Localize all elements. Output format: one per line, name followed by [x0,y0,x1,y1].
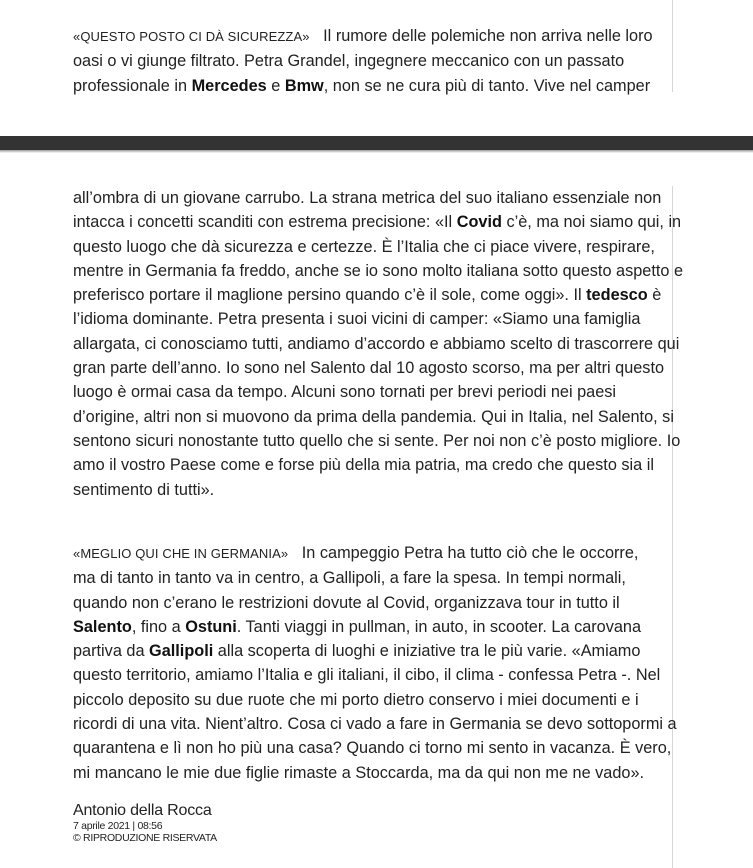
text-line: questo territorio, amiamo l’Italia e gli italiani, il cibo, il clima - confessa Petra -. Nel [73,666,661,685]
text-line: preferisco portare il maglione persino quando c’è il sole, come oggi». Il tedesco è [73,286,662,305]
section-kicker: «MEGLIO QUI CHE IN GERMANIA» [73,546,289,561]
text-line: luogo è ormai casa da tempo. Alcuni sono tornati per brevi periodi nei paesi [73,383,617,402]
text-line: questo luogo che dà sicurezza e certezze. È l’Italia che ci piace vivere, respirare, [73,237,655,256]
text-line: ricordi di una vita. Nient’altro. Cosa ci vado a fare in Germania se devo sottopormi a [73,715,677,734]
text-line: l’idioma dominante. Petra presenta i suoi vicini di camper: «Siamo una famiglia [73,310,641,329]
bold-term: Covid [456,213,502,232]
text-line: gran parte dell’anno. Io sono nel Salento dal 10 agosto scorso, ma per altri questo [73,359,665,378]
bold-term: Salento [73,617,132,636]
text-line: quarantena e lì non ho più una casa? Quando ci torno mi sento in vacanza. È vero, [73,739,672,758]
text-line: «MEGLIO QUI CHE IN GERMANIA» In campeggio Petra ha tutto ciò che le occorre, [73,544,639,562]
page-divider-bar [0,136,753,150]
text-line: «QUESTO POSTO CI DÀ SICUREZZA» Il rumore delle polemiche non arriva nelle loro [73,27,653,45]
copyright-notice: © RIPRODUZIONE RISERVATA [73,832,217,844]
bold-term: Ostuni [185,617,237,636]
text-line: oasi o vi giunge filtrato. Petra Grandel, ingegnere meccanico con un passato [73,52,625,71]
bold-term: Mercedes [191,76,267,95]
text-line: piccolo deposito su due ruote che mi porto dietro conservo i miei documenti e i [73,690,639,709]
paragraph-body [73,186,684,502]
section-kicker: «QUESTO POSTO CI DÀ SICUREZZA» [73,29,310,44]
text-line: allargata, ci conosciamo tutti, andiamo d’accordo e abbiamo scelto di trascorrere qui [73,334,680,353]
paragraph-intro [73,24,673,98]
text-line: mi mancano le mie due figlie rimaste a Stoccarda, ma da qui non me ne vado». [73,763,645,782]
text-line: intacca i concetti scanditi con estrema precisione: «Il Covid c’è, ma noi siamo qui, in [73,213,682,232]
paragraph-section-3 [73,541,677,785]
bold-term: Bmw [284,76,324,95]
text-line: ma di tanto in tanto va in centro, a Gallipoli, a fare la spesa. In tempi normali, [73,569,626,588]
text-line: quando non c’erano le restrizioni dovute al Covid, organizzava tour in tutto il [73,593,620,612]
publish-date: 7 aprile 2021 | 08:56 [73,820,163,832]
text-line: d’origine, altri non si muovono da prima della pandemia. Qui in Italia, nel Salento, si [73,407,674,426]
text-line: sentono sicuri nonostante tutto quello che si sente. Per noi non c’è posto migliore. Io [73,431,681,450]
text-line: mentre in Germania fa freddo, anche se io sono molto italiana sotto questo aspetto e [73,261,684,280]
text-line: Salento, fino a Ostuni. Tanti viaggi in pullman, in auto, in scooter. La carovana [73,617,642,636]
page-divider-shadow [0,150,753,153]
text-line: partiva da Gallipoli alla scoperta di luoghi e iniziative tra le più varie. «Amiamo [73,642,641,661]
bold-term: Gallipoli [149,642,214,661]
text-line: professionale in Mercedes e Bmw, non se ne cura più di tanto. Vive nel camper [73,76,651,95]
author-name: Antonio della Rocca [73,802,212,819]
bold-term: tedesco [586,286,648,305]
text-line: all’ombra di un giovane carrubo. La strana metrica del suo italiano essenziale non [73,189,662,207]
text-line: amo il vostro Paese come e forse più della mia patria, ma credo che questo sia il [73,456,654,475]
text-line: sentimento di tutti». [73,480,215,499]
